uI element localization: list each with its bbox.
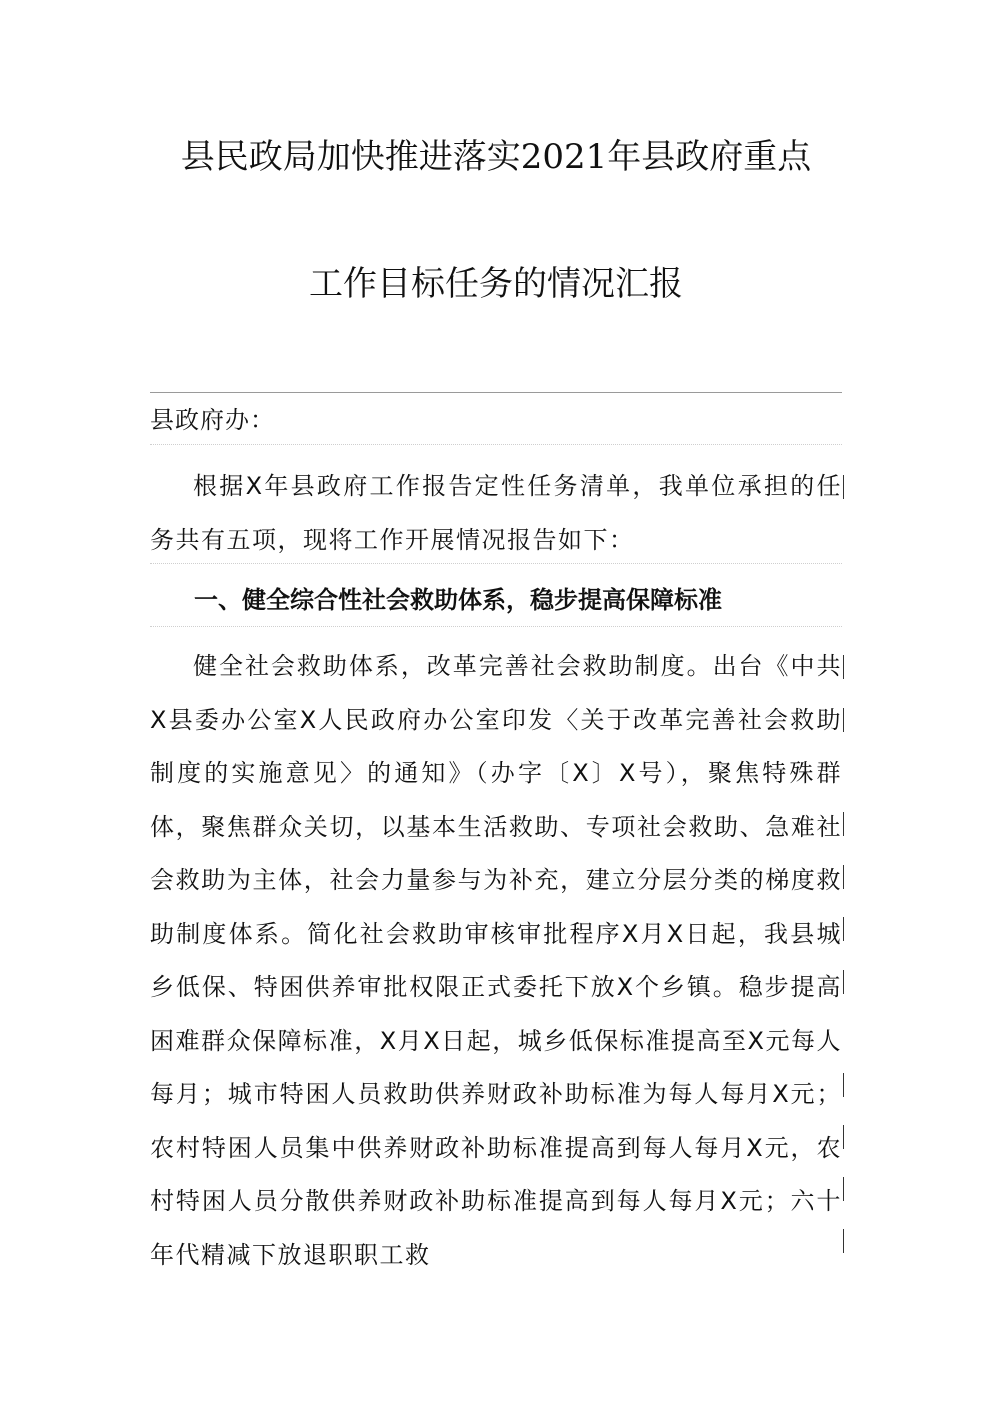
section-1-body: 健全社会救助体系，改革完善社会救助制度。出台《中共X县委办公室X人民政府办公室印发〈关于改革完善社会救助制度的实施意见〉的通知》（办字〔X〕X号），聚焦特殊群体，聚焦群众关切，以基本生活救助、专项社会救助、急难社会救助为主体，社会力量参与为补充，建立分层分类的梯度救助制度体系。简化社会救助审核审批程序X月X日起，我县城乡低保、特困供养审批权限正式委托下放X个乡镇。稳步提高困难群众保障标准，X月X日起，城乡低保标准提高至X元每人每月；城市特困人员救助供养财政补助标准为每人每月X元；农村特困人员集中供养财政补助标准提高到每人每月X元，农村特困人员分散供养财政补助标准提高到每人每月X元；六十年代精减下放退职职工救 (150, 652, 842, 1269)
document-title-line-1: 县民政局加快推进落实2021年县政府重点 (180, 137, 812, 177)
margin-mark (843, 1177, 844, 1201)
margin-mark (843, 655, 844, 679)
section-heading-1: 一、健全综合性社会救助体系，稳步提高保障标准 (194, 586, 722, 614)
margin-mark (843, 970, 844, 994)
intro-paragraph: 根据X年县政府工作报告定性任务清单，我单位承担的任务共有五项，现将工作开展情况报告如下： (150, 472, 842, 554)
line-separator (150, 563, 842, 564)
margin-mark (843, 865, 844, 889)
margin-mark (843, 1125, 844, 1149)
header-divider (150, 392, 842, 393)
margin-mark (843, 1229, 844, 1253)
salutation: 县政府办： (150, 406, 275, 434)
line-separator (150, 444, 842, 445)
document-title-line-2: 工作目标任务的情况汇报 (309, 264, 683, 304)
margin-mark (843, 917, 844, 941)
margin-mark (843, 812, 844, 836)
margin-mark (843, 475, 844, 499)
margin-mark (843, 708, 844, 732)
line-separator (150, 626, 842, 627)
margin-mark (843, 1073, 844, 1097)
